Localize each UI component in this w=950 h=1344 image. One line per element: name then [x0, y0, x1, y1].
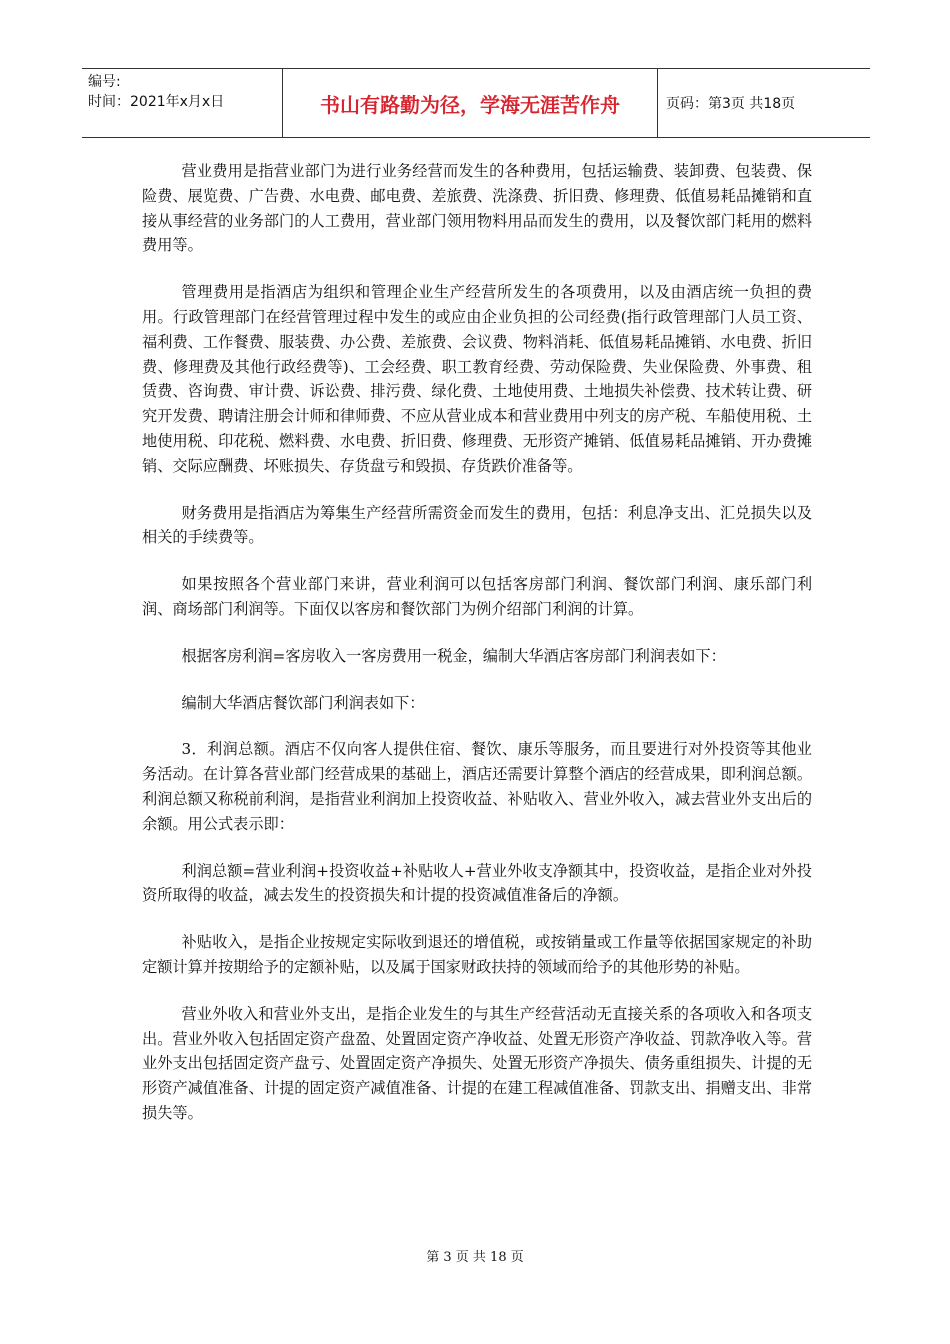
header-motto: 书山有路勤为径，学海无涯苦作舟 [283, 69, 658, 137]
paragraph-total-profit-formula: 利润总额=营业利润+投资收益+补贴收人+营业外收支净额其中，投资收益，是指企业对外投资所取得的收益，减去发生的投资损失和计提的投资减值准备后的净额。 [142, 861, 812, 905]
document-date: 时间：2021年x月x日 [88, 94, 225, 110]
header-page-code: 页码：第3页 共18页 [666, 96, 796, 112]
paragraph-financial-expenses: 财务费用是指酒店为筹集生产经营所需资金而发生的费用，包括：利息净支出、汇兑损失以及相关的手续费等。 [142, 503, 812, 547]
paragraph-management-expenses: 管理费用是指酒店为组织和管理企业生产经营所发生的各项费用，以及由酒店统一负担的费用。行政管理部门在经营管理过程中发生的或应由企业负担的公司经费(指行政管理部门人员工资、福利费、工作餐费、服装费、办公费、差旅费、会议费、物料消耗、低值易耗品摊销、水电费、折旧费、修理费及其他行政经费等)、工会经费、职工教育经费、劳动保险费、失业保险费、外事费、租赁费、咨询费、审计费、诉讼费、排污费、绿化费、土地使用费、土地损失补偿费、技术转让费、研究开发费、聘请注册会计师和律师费、不应从营业成本和营业费用中列支的房产税、车船使用税、土地使用税、印花税、燃料费、水电费、折旧费、修理费、无形资产摊销、低值易耗品摊销、开办费摊销、交际应酬费、坏账损失、存货盘亏和毁损、存货跌价准备等。 [142, 283, 812, 475]
paragraph-department-profit: 如果按照各个营业部门来讲，营业利润可以包括客房部门利润、餐饮部门利润、康乐部门利润、商场部门利润等。下面仅以客房和餐饮部门为例介绍部门利润的计算。 [142, 575, 812, 618]
paragraph-operating-expenses: 营业费用是指营业部门为进行业务经营而发生的各种费用，包括运输费、装卸费、包装费、保险费、展览费、广告费、水电费、邮电费、差旅费、洗涤费、折旧费、修理费、低值易耗品摊销和直接从事经营的业务部门的人工费用，营业部门领用物料用品而发生的费用，以及餐饮部门耗用的燃料费用等。 [142, 162, 812, 255]
page-header [82, 68, 870, 138]
page-footer: 第 3 页 共 18 页 [426, 1250, 524, 1265]
document-number-label: 编号: [88, 74, 121, 90]
paragraph-room-profit-table: 根据客房利润=客房收入一客房费用一税金，编制大华酒店客房部门利润表如下： [181, 646, 726, 665]
paragraph-non-operating: 营业外收入和营业外支出，是指企业发生的与其生产经营活动无直接关系的各项收入和各项支出。营业外收入包括固定资产盘盈、处置固定资产净收益、处置无形资产净收益、罚款净收入等。营业外支出包括固定资产盘亏、处置固定资产净损失、处置无形资产净损失、债务重组损失、计提的无形资产减值准备、计提的固定资产减值准备、计提的在建工程减值准备、罚款支出、捐赠支出、非常损失等。 [142, 1004, 812, 1122]
paragraph-subsidy-income: 补贴收入，是指企业按规定实际收到退还的增值税，或按销量或工作量等依据国家规定的补助定额计算并按期给予的定额补贴，以及属于国家财政扶持的领域而给予的其他形势的补贴。 [142, 933, 812, 976]
header-meta [82, 69, 283, 137]
paragraph-total-profit: 3．利润总额。酒店不仅向客人提供住宿、餐饮、康乐等服务，而且要进行对外投资等其他业务活动。在计算各营业部门经营成果的基础上，酒店还需要计算整个酒店的经营成果，即利润总额。利润总额又称税前利润，是指营业利润加上投资收益、补贴收入、营业外收入，减去营业外支出后的余额。用公式表示即： [142, 740, 812, 833]
paragraph-catering-profit-table: 编制大华酒店餐饮部门利润表如下： [181, 693, 425, 712]
document-body [142, 159, 812, 1148]
